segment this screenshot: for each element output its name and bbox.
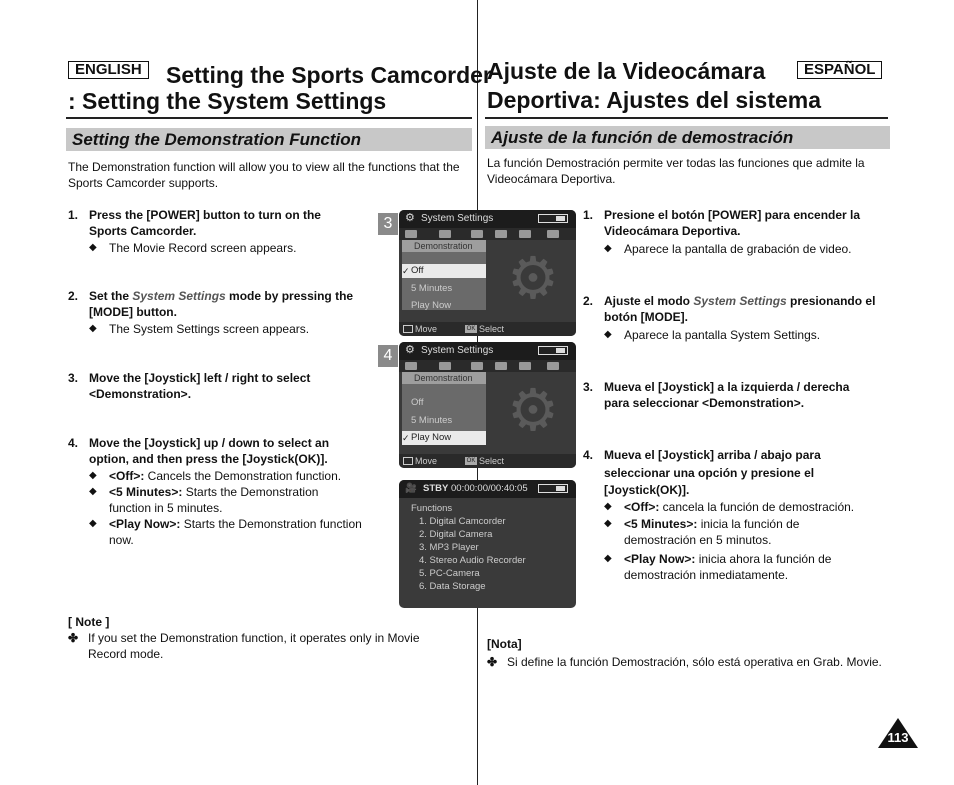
function-item: 4. Stereo Audio Recorder (419, 555, 526, 566)
function-item: 6. Data Storage (419, 581, 486, 592)
camcorder-icon: 🎥 (405, 483, 417, 494)
gears-icon: ⚙ (507, 378, 559, 443)
move-hint: Move (415, 456, 438, 466)
screen-3-header (399, 210, 576, 228)
left-step-2: 2. Set the System Settings mode by pressing the [MODE] button. (68, 289, 354, 319)
left-title-line1: Setting the Sports Camcorder (166, 62, 492, 88)
setting-icon (439, 362, 451, 370)
left-intro: The Demonstration function will allow you to view all the functions that the Sports Camcorder supports. (68, 160, 460, 190)
lang-label-english: ENGLISH (68, 61, 149, 79)
right-step-4-bullet-playnow: ◆ <Play Now>: inicia ahora la función de demostración inmediatamente. (604, 552, 832, 582)
status-standby: STBY (423, 483, 449, 494)
left-step-4-bullet-off: ◆ <Off>: Cancels the Demonstration function. (89, 469, 342, 483)
select-hint: Select (479, 324, 505, 334)
right-step-2-bullet: ◆ Aparece la pantalla System Settings. (604, 328, 821, 342)
gear-icon: ⚙ (405, 212, 415, 224)
setting-icon (405, 362, 417, 370)
right-title-line1: Ajuste de la Videocámara (487, 58, 766, 84)
screen-4-number: 4 (378, 345, 398, 367)
screen-4-menu-header: Demonstration (402, 372, 486, 384)
screen-3 (399, 210, 576, 336)
setting-icon (495, 230, 507, 238)
option-5-minutes: 5 Minutes (411, 283, 453, 294)
left-step-1-bullet: ◆ The Movie Record screen appears. (89, 241, 297, 255)
ok-icon: OK (466, 458, 476, 464)
option-off: Off (411, 397, 424, 408)
gears-icon: ⚙ (507, 246, 559, 311)
left-section-heading: Setting the Demonstration Function (66, 128, 472, 151)
screen-3-title: System Settings (421, 213, 494, 224)
setting-icon (547, 362, 559, 370)
ok-icon: OK (466, 326, 476, 332)
right-title-line2: Deportiva: Ajustes del sistema (487, 87, 822, 113)
usb-icon (519, 230, 531, 238)
screen-4-title: System Settings (421, 345, 494, 356)
right-intro: La función Demostración permite ver todas las funciones que admite la Videocámara Deportiva. (487, 156, 865, 186)
right-step-4-bullet-5min: ◆ <5 Minutes>: inicia la función de demostración en 5 minutos. (604, 517, 800, 547)
left-step-4-bullet-playnow: ◆ <Play Now>: Starts the Demonstration function now. (89, 517, 362, 547)
setting-icon (547, 230, 559, 238)
right-step-1: 1. Presione el botón [POWER] para encender la Videocámara Deportiva. (583, 208, 861, 238)
screen-4 (399, 342, 576, 468)
left-note: ✤ If you set the Demonstration function, it operates only in Movie Record mode. (68, 631, 420, 661)
time-counter: 00:00:00/00:40:05 (451, 483, 528, 494)
battery-icon (538, 484, 568, 493)
gear-icon: ⚙ (405, 344, 415, 356)
right-step-3: 3. Mueva el [Joystick] a la izquierda / derecha para seleccionar <Demonstration>. (583, 380, 850, 410)
screen-3-menu-header: Demonstration (402, 240, 486, 252)
screen-5-header (399, 480, 576, 498)
battery-icon (538, 346, 568, 355)
option-5-minutes: 5 Minutes (411, 415, 453, 426)
right-section-heading: Ajuste de la función de demostración (485, 126, 890, 149)
joystick-icon (403, 325, 413, 333)
left-step-2-bullet: ◆ The System Settings screen appears. (89, 322, 310, 336)
option-off: ✓ Off (402, 264, 486, 278)
select-hint: Select (479, 456, 505, 466)
joystick-icon (403, 457, 413, 465)
right-step-4-bullet-off: ◆ <Off>: cancela la función de demostración. (604, 500, 855, 514)
screen-3-iconbar (399, 228, 576, 240)
left-step-3: 3. Move the [Joystick] left / right to select <Demonstration>. (68, 371, 311, 401)
page-number: 113 (887, 730, 909, 745)
screen-4-header (399, 342, 576, 360)
usb-icon (519, 362, 531, 370)
left-note-heading: [ Note ] (68, 615, 110, 629)
left-step-1: 1. Press the [POWER] button to turn on the Sports Camcorder. (68, 208, 321, 238)
right-note-heading: [Nota] (487, 637, 522, 651)
right-note: ✤ Si define la función Demostración, sólo está operativa en Grab. Movie. (487, 655, 882, 669)
screen-4-iconbar (399, 360, 576, 372)
screen-3-options (402, 252, 486, 310)
battery-icon (538, 214, 568, 223)
right-step-2: 2. Ajuste el modo System Settings presionando el botón [MODE]. (583, 294, 876, 324)
left-title-rule (66, 117, 472, 119)
functions-heading: Functions (411, 503, 453, 514)
right-title-rule (485, 117, 888, 119)
function-item: 1. Digital Camcorder (419, 516, 506, 527)
lang-label-espanol: ESPAÑOL (797, 61, 882, 79)
option-play-now: Play Now (411, 300, 452, 311)
screen-3-number: 3 (378, 213, 398, 235)
screen-4-footer (399, 454, 576, 468)
right-step-4: 4. Mueva el [Joystick] arriba / abajo para seleccionar una opción y presione el [Joystick(OK)]. (583, 448, 821, 497)
option-play-now: ✓ Play Now (402, 431, 486, 445)
screen-4-options (402, 384, 486, 442)
screen-3-footer (399, 322, 576, 336)
screen-5 (399, 480, 576, 608)
setting-icon (471, 362, 483, 370)
setting-icon (439, 230, 451, 238)
move-hint: Move (415, 324, 438, 334)
function-item: 2. Digital Camera (419, 529, 493, 540)
setting-icon (495, 362, 507, 370)
right-step-1-bullet: ◆ Aparece la pantalla de grabación de video. (604, 242, 852, 256)
functions-list (411, 502, 526, 593)
left-title-line2: : Setting the System Settings (68, 88, 387, 114)
function-item: 3. MP3 Player (419, 542, 479, 553)
left-step-4-bullet-5min: ◆ <5 Minutes>: Starts the Demonstration function in 5 minutes. (89, 485, 319, 515)
function-item: 5. PC-Camera (419, 568, 480, 579)
setting-icon (471, 230, 483, 238)
left-step-4: 4. Move the [Joystick] up / down to select an option, and then press the [Joystick(OK)]. (68, 436, 330, 466)
setting-icon (405, 230, 417, 238)
